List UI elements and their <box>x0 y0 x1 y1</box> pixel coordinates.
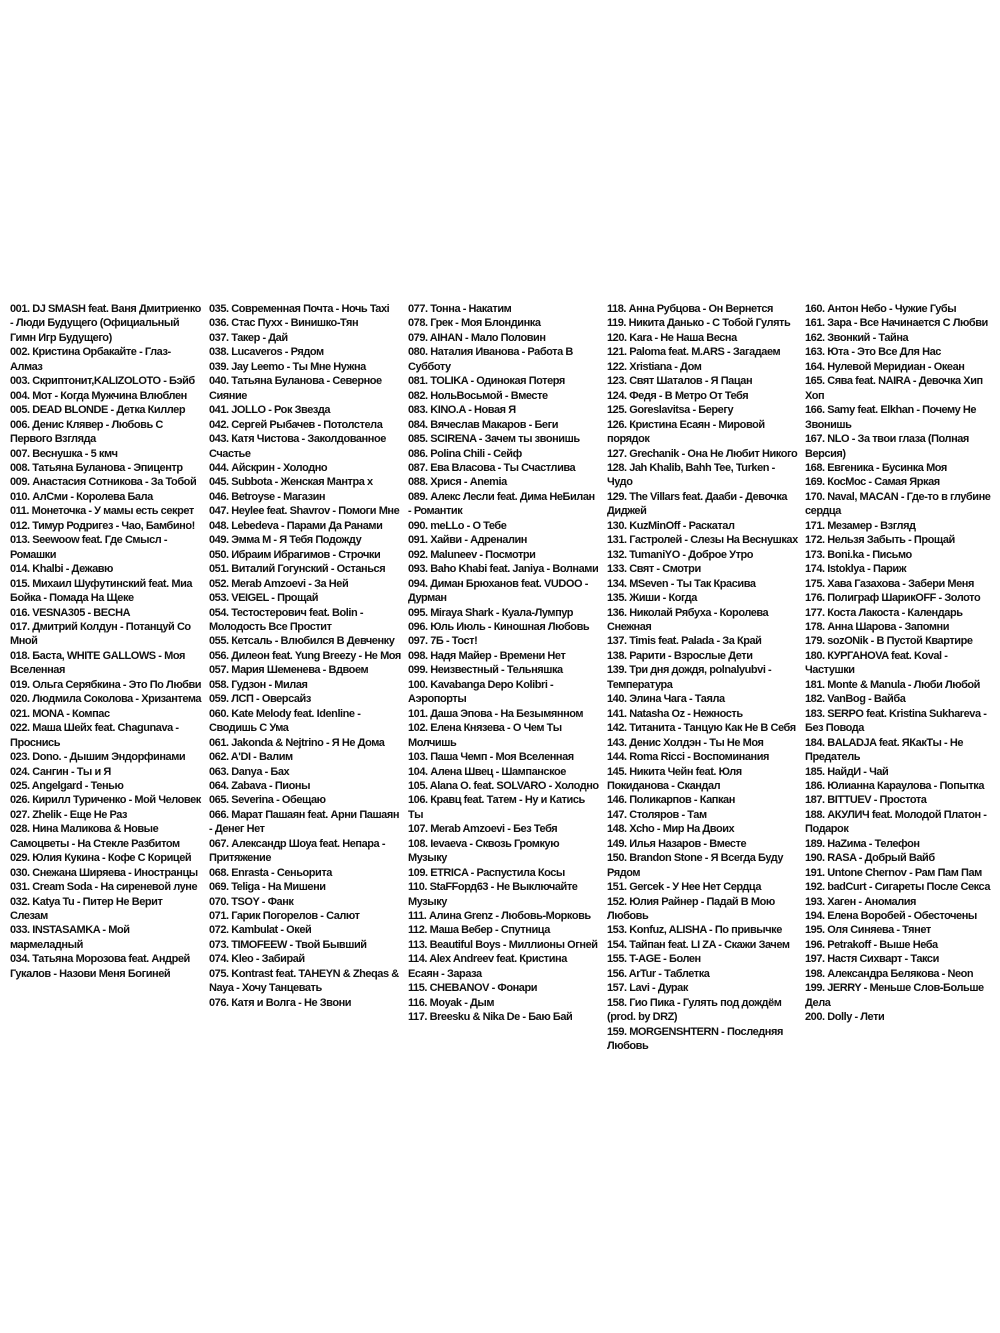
track-entry: 087. Ева Власова - Ты Счастлива <box>408 461 576 474</box>
track-entry: 141. Natasha Oz - Нежность <box>607 707 743 720</box>
track-entry: 134. MSeven - Ты Так Красива <box>607 577 756 590</box>
track-entry: 092. Maluneev - Посмотри <box>408 548 536 561</box>
track-entry: 078. Грек - Моя Блондинка <box>408 317 541 330</box>
track-entry: 112. Маша Вебер - Спутница <box>408 924 550 937</box>
track-entry: 028. Нина Маликова & Новые Самоцветы - На Стекле Разбитом <box>10 823 180 850</box>
track-entry: 129. The Villars feat. Дааби - Девочка Диджей <box>607 490 788 518</box>
track-entry: 052. Merab Amzoevi - За Ней <box>209 577 349 590</box>
track-entry: 113. Beautiful Boys - Миллионы Огней <box>408 938 598 951</box>
track-entry: 047. Heylee feat. Shavrov - Помоги Мне <box>209 505 400 518</box>
track-entry: 149. Илья Назаров - Вместе <box>607 837 747 850</box>
track-entry: 008. Татьяна Буланова - Эпицентр <box>10 461 183 474</box>
track-entry: 086. Polina Chili - Сейф <box>408 447 522 460</box>
track-entry: 102. Елена Князева - О Чем Ты Молчишь <box>408 722 562 749</box>
track-entry: 179. sozONik - В Пустой Квартире <box>805 635 973 648</box>
track-entry: 004. Мот - Когда Мужчина Влюблен <box>10 389 187 402</box>
track-entry: 065. Severina - Обещаю <box>209 794 326 807</box>
track-entry: 079. AIHAN - Мало Половин <box>408 331 546 344</box>
track-entry: 035. Современная Почта - Ночь Taxi <box>209 303 390 315</box>
track-entry: 126. Кристина Есаян - Мировой порядок <box>607 418 765 446</box>
track-entry: 017. Дмитрий Колдун - Потанцуй Со Мной <box>10 620 191 648</box>
track-entry: 080. Наталия Иванова - Работа В Субботу <box>408 346 573 373</box>
track-entry: 162. Звонкий - Тайна <box>805 331 909 344</box>
track-entry: 135. Жиши - Когда <box>607 592 697 605</box>
track-entry: 100. Kavabanga Depo Kolibri - Аэропорты <box>408 678 554 706</box>
track-entry: 094. Диман Брюханов feat. VUDOO - Дурман <box>408 577 588 605</box>
track-entry: 071. Гарик Погорелов - Салют <box>209 910 360 923</box>
tracklist-column-5 <box>805 302 997 1025</box>
track-entry: 131. Гастролей - Слезы На Веснушках <box>607 534 798 547</box>
track-entry: 093. Baho Khabi feat. Janiya - Волнами <box>408 563 599 576</box>
track-entry: 025. Angelgard - Тенью <box>10 779 124 792</box>
track-entry: 191. Untone Chernov - Рам Пам Пам <box>805 866 982 879</box>
track-entry: 120. Kara - Не Наша Весна <box>607 331 737 344</box>
tracklist-sheet <box>10 302 995 1054</box>
track-entry: 061. Jakonda & Nejtrino - Я Не Дома <box>209 736 385 749</box>
track-entry: 033. INSTASAMKA - Мой мармеладный <box>10 924 130 951</box>
track-entry: 048. Lebedeva - Парами Да Ранами <box>209 519 383 532</box>
track-entry: 158. Гио Пика - Гулять под дождём (prod. by DRZ) <box>607 996 782 1024</box>
track-entry: 148. Xcho - Мир На Двоих <box>607 823 735 836</box>
track-entry: 153. Konfuz, ALISHA - По привычке <box>607 924 782 937</box>
track-entry: 124. Федя - В Метро От Тебя <box>607 389 749 402</box>
track-entry: 007. Веснушка - 5 кмч <box>10 447 118 460</box>
track-entry: 161. Зара - Все Начинается С Любви <box>805 317 988 330</box>
track-entry: 151. Gercek - У Нее Нет Сердца <box>607 881 762 894</box>
track-entry: 142. Титанита - Танцую Как Не В Себя <box>607 722 796 735</box>
track-entry: 173. Boni.ka - Письмо <box>805 548 912 561</box>
track-entry: 170. Naval, MACAN - Где-то в глубине сердца <box>805 490 991 518</box>
track-entry: 040. Татьяна Буланова - Северное Сияние <box>209 375 382 402</box>
track-entry: 188. АКУЛИЧ feat. Молодой Платон - Подарок <box>805 808 987 836</box>
track-entry: 041. JOLLO - Рок Звезда <box>209 404 331 417</box>
track-entry: 114. Alex Andreev feat. Кристина Есаян - Зараза <box>408 953 567 980</box>
track-entry: 084. Вячеслав Макаров - Беги <box>408 418 559 431</box>
track-entry: 046. Betroyse - Магазин <box>209 490 326 503</box>
track-entry: 132. TumaniYO - Доброе Утро <box>607 548 754 561</box>
track-entry: 013. Seewoow feat. Где Смысл - Ромашки <box>10 534 168 561</box>
track-entry: 108. Ievaeva - Сквозь Громкую Музыку <box>408 837 560 865</box>
track-entry: 043. Катя Чистова - Заколдованное Счастье <box>209 433 386 460</box>
track-entry: 051. Виталий Гогунский - Останься <box>209 563 386 576</box>
track-entry: 030. Снежана Ширяева - Иностранцы <box>10 866 198 879</box>
track-entry: 195. Оля Синяева - Тянет <box>805 924 931 937</box>
track-entry: 064. Zabava - Пионы <box>209 779 311 792</box>
track-entry: 099. Неизвестный - Тельняшка <box>408 664 563 677</box>
tracklist-column-4 <box>607 302 799 1054</box>
track-entry: 003. Скриптонит,KALIZOLOTO - Бэйб <box>10 375 195 388</box>
track-entry: 145. Никита Чейн feat. Юля Покиданова - Скандал <box>607 765 742 792</box>
track-entry: 026. Кирилл Туриченко - Мой Человек <box>10 794 201 807</box>
track-entry: 103. Паша Чемп - Моя Вселенная <box>408 751 574 764</box>
track-entry: 110. StaFFорд63 - Не Выключайте Музыку <box>408 881 578 908</box>
track-entry: 062. A'DI - Валим <box>209 751 293 764</box>
track-entry: 181. Monte & Manula - Люби Любой <box>805 678 980 691</box>
track-entry: 089. Алекс Лесли feat. Дима НеБилан - Романтик <box>408 490 595 518</box>
track-entry: 119. Никита Данько - С Тобой Гулять <box>607 317 791 330</box>
track-entry: 066. Марат Пашаян feat. Арни Пашаян - Денег Нет <box>209 808 400 836</box>
track-entry: 060. Kate Melody feat. Idenline - Сводишь С Ума <box>209 707 361 735</box>
track-entry: 002. Кристина Орбакайте - Глаз-Алмаз <box>10 346 171 373</box>
track-entry: 144. Roma Ricci - Воспоминания <box>607 751 769 764</box>
track-entry: 193. Хаген - Аномалия <box>805 895 917 908</box>
track-entry: 085. SCIRENA - Зачем ты звонишь <box>408 433 580 446</box>
track-entry: 072. Kambulat - Окей <box>209 924 312 937</box>
track-entry: 059. ЛСП - Оверсайз <box>209 693 311 706</box>
track-entry: 105. Alana O. feat. SOLVARO - Холодно <box>408 779 599 792</box>
track-entry: 106. Кравц feat. Татем - Ну и Катись Ты <box>408 794 585 821</box>
track-entry: 199. JERRY - Меньше Слов-Больше Дела <box>805 982 984 1009</box>
track-entry: 010. АлСми - Королева Бала <box>10 490 153 503</box>
track-entry: 200. Dolly - Лети <box>805 1011 885 1024</box>
track-entry: 018. Баста, WHITE GALLOWS - Моя Вселенная <box>10 649 185 677</box>
track-entry: 115. CHEBANOV - Фонари <box>408 982 538 995</box>
track-entry: 138. Рарити - Взрослые Дети <box>607 649 753 662</box>
track-entry: 082. НольВосьмой - Вместе <box>408 389 548 402</box>
track-entry: 063. Danya - Бах <box>209 765 290 778</box>
tracklist-column-2 <box>209 302 401 1010</box>
track-entry: 172. Нельзя Забыть - Прощай <box>805 534 955 547</box>
track-entry: 095. Miraya Shark - Куала-Лумпур <box>408 606 574 619</box>
track-entry: 160. Антон Небо - Чужие Губы <box>805 303 957 315</box>
track-entry: 157. Lavi - Дурак <box>607 982 688 995</box>
track-entry: 183. SERPO feat. Kristina Sukhareva - Без Повода <box>805 707 987 735</box>
track-entry: 152. Юлия Райнер - Падай В Мою Любовь <box>607 895 775 923</box>
track-entry: 069. Teliga - На Мишени <box>209 881 326 894</box>
track-entry: 073. TIMOFEEW - Твой Бывший <box>209 938 367 951</box>
track-entry: 077. Тонна - Накатим <box>408 303 512 315</box>
track-entry: 155. T-AGE - Болен <box>607 953 701 966</box>
track-entry: 058. Гудзон - Милая <box>209 678 308 691</box>
track-entry: 006. Денис Клявер - Любовь С Первого Взгляда <box>10 418 163 446</box>
track-entry: 171. Мезамер - Взгляд <box>805 519 916 532</box>
track-entry: 136. Николай Рябуха - Королева Снежная <box>607 606 769 633</box>
track-entry: 109. ETRICA - Распустила Косы <box>408 866 565 879</box>
track-entry: 012. Тимур Родригез - Чао, Бамбино! <box>10 519 195 532</box>
track-entry: 096. Юль Июль - Киношная Любовь <box>408 620 590 633</box>
track-entry: 022. Маша Шейх feat. Chagunava - Проснись <box>10 722 179 749</box>
track-entry: 098. Надя Майер - Времени Нет <box>408 649 566 662</box>
track-entry: 116. Moyak - Дым <box>408 996 495 1009</box>
track-entry: 029. Юлия Кукина - Кофе С Корицей <box>10 852 192 865</box>
track-entry: 075. Kontrast feat. TAHEYN & Zheqas & Naya - Хочу Танцевать <box>209 967 399 995</box>
track-entry: 049. Эмма М - Я Тебя Подожду <box>209 534 362 547</box>
tracklist-column-1 <box>10 302 202 981</box>
track-entry: 015. Михаил Шуфутинский feat. Миа Бойка - Помада На Щеке <box>10 577 193 605</box>
track-entry: 118. Анна Рубцова - Он Вернется <box>607 303 773 315</box>
track-entry: 042. Сергей Рыбачев - Потолстела <box>209 418 383 431</box>
track-entry: 083. KINO.A - Новая Я <box>408 404 516 417</box>
track-entry: 159. MORGENSHTERN - Последняя Любовь <box>607 1025 783 1053</box>
track-entry: 005. DEAD BLONDE - Детка Киллер <box>10 404 186 417</box>
track-entry: 197. Настя Сихварт - Такси <box>805 953 939 966</box>
track-entry: 165. Сява feat. NAIRA - Девочка Хип Хоп <box>805 375 983 402</box>
track-entry: 038. Lucaveros - Рядом <box>209 346 324 359</box>
track-entry: 185. НайдИ - Чай <box>805 765 889 778</box>
track-entry: 176. Полиграф ШарикOFF - Золото <box>805 592 981 605</box>
track-entry: 097. 7Б - Тост! <box>408 635 478 648</box>
track-entry: 122. Xristiana - Дом <box>607 360 702 373</box>
track-entry: 067. Александр Шоуа feat. Непара - Притяжение <box>209 837 386 865</box>
track-entry: 001. DJ SMASH feat. Ваня Дмитриенко - Люди Будущего (Официальный Гимн Игр Будущего) <box>10 303 201 344</box>
track-entry: 147. Столяров - Там <box>607 808 707 821</box>
track-entry: 056. Дилеон feat. Yung Breezy - Не Моя <box>209 649 401 662</box>
track-entry: 190. RASA - Добрый Вайб <box>805 852 935 865</box>
track-entry: 123. Свят Шаталов - Я Пацан <box>607 375 753 388</box>
track-entry: 196. Petrakoff - Выше Неба <box>805 938 938 951</box>
track-entry: 111. Алина Grenz - Любовь-Морковь <box>408 910 591 923</box>
track-entry: 169. КосМос - Самая Яркая <box>805 476 940 489</box>
track-entry: 045. Subbota - Женская Мантра х <box>209 476 373 489</box>
track-entry: 192. badCurt - Сигареты После Секса <box>805 881 990 894</box>
track-entry: 024. Сангин - Ты и Я <box>10 765 111 778</box>
track-entry: 125. Goreslavitsa - Берегу <box>607 404 734 417</box>
track-entry: 068. Enrasta - Сеньорита <box>209 866 332 879</box>
track-entry: 016. VESNA305 - ВЕСНА <box>10 606 131 619</box>
track-entry: 164. Нулевой Меридиан - Океан <box>805 360 965 373</box>
track-entry: 168. Евгеника - Бусинка Моя <box>805 461 947 474</box>
track-entry: 091. Хайви - Адреналин <box>408 534 528 547</box>
track-entry: 163. Юта - Это Все Для Нас <box>805 346 941 359</box>
track-entry: 140. Элина Чага - Таяла <box>607 693 725 706</box>
track-entry: 037. Такер - Дай <box>209 331 288 344</box>
track-entry: 156. ArTur - Таблетка <box>607 967 710 980</box>
track-entry: 178. Анна Шарова - Запомни <box>805 620 950 633</box>
track-entry: 057. Мария Шеменева - Вдвоем <box>209 664 369 677</box>
track-entry: 128. Jah Khalib, Bahh Tee, Turken - Чудо <box>607 461 775 489</box>
track-entry: 167. NLO - За твои глаза (Полная Версия) <box>805 433 969 460</box>
track-entry: 044. Айскрин - Холодно <box>209 461 328 474</box>
track-entry: 009. Анастасия Сотникова - За Тобой <box>10 476 197 489</box>
track-entry: 194. Елена Воробей - Обесточены <box>805 910 977 923</box>
track-entry: 076. Катя и Волга - Не Звони <box>209 996 352 1009</box>
track-entry: 031. Cream Soda - На сиреневой луне <box>10 881 198 894</box>
track-entry: 055. Кетсаль - Влюбился В Девченку <box>209 635 395 648</box>
track-entry: 011. Монеточка - У мамы есть секрет <box>10 505 194 518</box>
track-entry: 039. Jay Leemo - Ты Мне Нужна <box>209 360 366 373</box>
track-entry: 189. НаZима - Телефон <box>805 837 920 850</box>
track-entry: 014. Khalbi - Дежавю <box>10 563 114 576</box>
track-entry: 032. Katya Tu - Питер Не Верит Слезам <box>10 895 163 923</box>
track-entry: 121. Paloma feat. M.ARS - Загадаем <box>607 346 781 359</box>
track-entry: 127. Grechanik - Она Не Любит Никого <box>607 447 798 460</box>
track-entry: 133. Свят - Смотри <box>607 563 701 576</box>
track-entry: 070. TSOY - Фанк <box>209 895 294 908</box>
track-entry: 020. Людмила Соколова - Хризантема <box>10 693 202 706</box>
track-entry: 117. Breesku & Nika De - Баю Бай <box>408 1011 573 1024</box>
track-entry: 186. Юлианна Караулова - Попытка <box>805 779 984 792</box>
track-entry: 177. Коста Лакоста - Календарь <box>805 606 963 619</box>
track-entry: 198. Александра Белякова - Neon <box>805 967 974 980</box>
track-entry: 023. Dono. - Дышим Эндорфинами <box>10 751 186 764</box>
tracklist-column-3 <box>408 302 600 1025</box>
track-entry: 019. Ольга Серябкина - Это По Любви <box>10 678 202 691</box>
track-entry: 184. BALADJA feat. ЯКакТы - Не Предатель <box>805 736 964 764</box>
track-entry: 146. Поликарпов - Капкан <box>607 794 735 807</box>
track-entry: 130. KuzMinOff - Раскатал <box>607 519 735 532</box>
track-entry: 143. Денис Холдэн - Ты Не Моя <box>607 736 764 749</box>
track-entry: 174. Istoklya - Париж <box>805 563 907 576</box>
track-entry: 137. Timis feat. Palada - За Край <box>607 635 762 648</box>
track-entry: 053. VEIGEL - Прощай <box>209 592 319 605</box>
track-entry: 107. Merab Amzoevi - Без Тебя <box>408 823 558 836</box>
track-entry: 154. Тайпан feat. LI ZA - Скажи Зачем <box>607 938 790 951</box>
track-entry: 166. Samy feat. Elkhan - Почему Не Звонишь <box>805 404 977 431</box>
track-entry: 182. VanBog - Вайба <box>805 693 906 706</box>
track-entry: 074. Kleo - Забирай <box>209 953 305 966</box>
track-entry: 139. Три дня дождя, polnalyubvi - Температура <box>607 664 772 691</box>
track-entry: 036. Стас Пухх - Винишко-Тян <box>209 317 359 330</box>
track-entry: 034. Татьяна Морозова feat. Андрей Гукалов - Назови Меня Богиней <box>10 953 190 980</box>
track-entry: 180. КУРГАНOVA feat. Koval - Частушки <box>805 649 948 677</box>
track-entry: 175. Хава Газахова - Забери Меня <box>805 577 974 590</box>
track-entry: 021. MONA - Компас <box>10 707 110 720</box>
track-entry: 088. Хрися - Anemia <box>408 476 507 489</box>
track-entry: 050. Ибраим Ибрагимов - Строчки <box>209 548 381 561</box>
track-entry: 104. Алена Швец - Шампанское <box>408 765 566 778</box>
track-entry: 081. TOLIKA - Одинокая Потеря <box>408 375 565 388</box>
track-entry: 187. BITTUEV - Простота <box>805 794 927 807</box>
track-entry: 054. Тестостерович feat. Bolin - Молодость Все Простит <box>209 606 364 633</box>
track-entry: 150. Brandon Stone - Я Всегда Буду Рядом <box>607 852 784 879</box>
track-entry: 090. meLLo - О Тебе <box>408 519 507 532</box>
track-entry: 101. Даша Эпова - На Безымянном <box>408 707 584 720</box>
track-entry: 027. Zhelik - Еще Не Раз <box>10 808 128 821</box>
